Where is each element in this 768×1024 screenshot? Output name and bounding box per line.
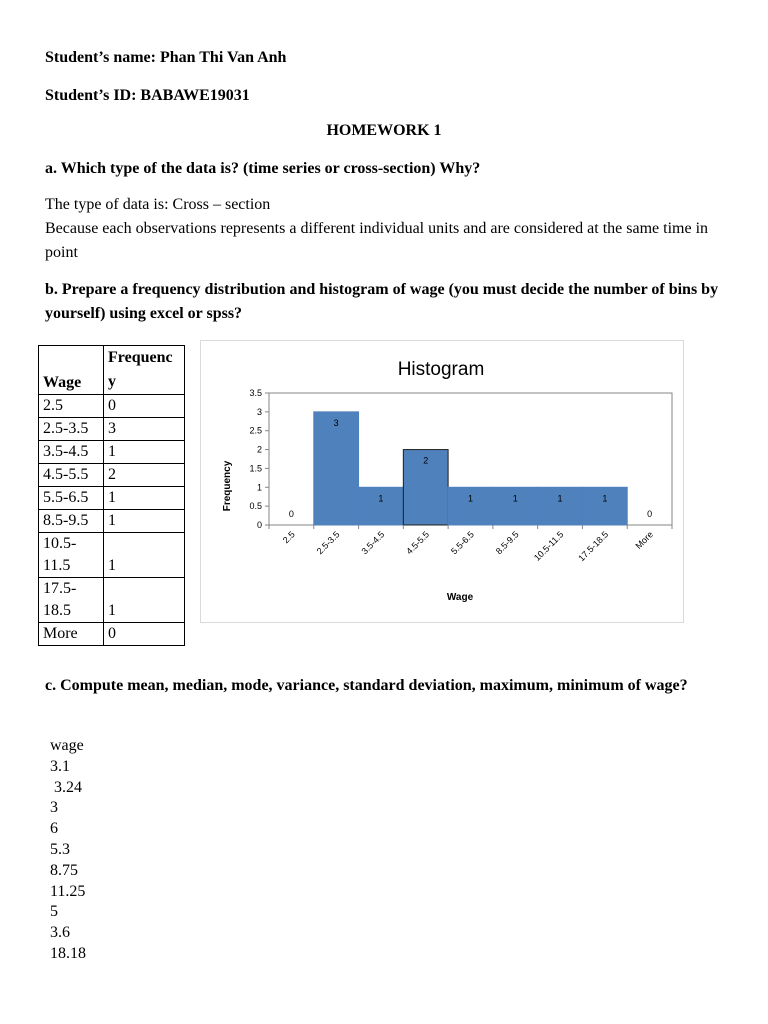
question-a-answer-line1: The type of data is: Cross – section [45, 196, 271, 213]
count-cell: 1 [104, 578, 185, 623]
question-b-prompt: b. Prepare a frequency distribution and histogram of wage (you must decide the number of bins by yourself) using excel or spss? [45, 281, 719, 322]
list-item: 3 [50, 799, 58, 817]
table-header-row [39, 346, 185, 395]
bin-cell: 2.5 [39, 395, 104, 418]
y-tick-label: 3.5 [249, 388, 262, 398]
histogram-bar [314, 412, 359, 525]
list-item: 11.25 [50, 882, 86, 900]
table-row [39, 418, 185, 441]
table-row [39, 441, 185, 464]
question-a-prompt: a. Which type of the data is? (time series or cross-section) Why? [45, 160, 481, 177]
list-item: 3.6 [50, 924, 70, 942]
y-tick-label: 0.5 [249, 501, 262, 512]
table-row [39, 623, 185, 646]
data-label: 1 [378, 493, 384, 504]
data-label: 0 [288, 509, 294, 519]
table-row [39, 510, 185, 533]
count-cell: 0 [104, 623, 185, 646]
page-title: HOMEWORK 1 [326, 122, 442, 139]
y-tick-label: 0 [256, 520, 262, 530]
student-id: Student’s ID: BABAWE19031 [45, 87, 250, 104]
x-tick-label: 10.5-11.5 [531, 529, 566, 563]
data-label: 1 [512, 493, 518, 504]
data-label: 1 [557, 493, 563, 504]
list-item: 5.3 [50, 840, 70, 858]
count-cell: 1 [104, 487, 185, 510]
bin-cell: 10.5-11.5 [39, 533, 104, 578]
header-wage: Wage [39, 346, 104, 395]
bin-cell: More [39, 623, 104, 646]
y-tick-label: 1.5 [249, 463, 262, 474]
bin-cell: 3.5-4.5 [39, 441, 104, 464]
table-row [39, 578, 185, 623]
count-cell: 1 [104, 510, 185, 533]
bin-cell: 17.5-18.5 [39, 578, 104, 623]
bin-cell: 2.5-3.5 [39, 418, 104, 441]
list-item: 6 [50, 820, 58, 838]
question-c-prompt: c. Compute mean, median, mode, variance, standard deviation, maximum, minimum of wage? [45, 677, 688, 694]
list-item: 8.75 [50, 861, 78, 879]
x-tick-label: 5.5-6.5 [449, 529, 476, 557]
y-tick-label: 3 [256, 406, 262, 417]
table-row [39, 487, 185, 510]
wage-list [50, 736, 86, 965]
question-a-answer-line2: Because each observations represents a different individual units and are considered at the same time in point [45, 220, 709, 261]
data-label: 2 [423, 455, 429, 466]
data-label: 3 [333, 417, 339, 428]
x-tick-label: 3.5-4.5 [359, 529, 387, 557]
table-row [39, 395, 185, 418]
list-item: 3.24 [50, 778, 82, 796]
x-tick-label: More [633, 529, 656, 551]
chart-title: Histogram [397, 359, 485, 380]
table-row [39, 464, 185, 487]
x-tick-label: 8.5-9.5 [493, 529, 521, 557]
x-tick-label: 17.5-18.5 [576, 529, 611, 564]
header-frequency: Frequency [104, 346, 185, 395]
histogram-svg [201, 341, 683, 622]
bin-cell: 8.5-9.5 [39, 510, 104, 533]
y-tick-label: 1 [256, 482, 262, 493]
x-tick-label: 2.5-3.5 [314, 529, 342, 557]
count-cell: 2 [104, 464, 185, 487]
histogram-chart [200, 340, 684, 623]
table-row [39, 533, 185, 578]
x-tick-label: 2.5 [280, 529, 297, 546]
bin-cell: 4.5-5.5 [39, 464, 104, 487]
count-cell: 3 [104, 418, 185, 441]
wage-list-header: wage [50, 737, 84, 754]
x-axis-label: Wage [446, 592, 474, 603]
data-label: 0 [647, 509, 653, 519]
y-tick-label: 2 [256, 444, 262, 455]
count-cell: 1 [104, 441, 185, 464]
list-item: 3.1 [50, 757, 70, 775]
count-cell: 1 [104, 533, 185, 578]
data-label: 1 [602, 493, 608, 504]
data-label: 1 [467, 493, 474, 504]
y-tick-label: 2.5 [249, 425, 262, 436]
student-name: Student’s name: Phan Thi Van Anh [45, 49, 287, 66]
list-item: 5 [50, 903, 58, 921]
y-axis-label: Frequency [222, 460, 233, 512]
bin-cell: 5.5-6.5 [39, 487, 104, 510]
count-cell: 0 [104, 395, 185, 418]
list-item: 18.18 [50, 944, 86, 962]
x-tick-label: 4.5-5.5 [404, 529, 432, 557]
frequency-table [38, 345, 185, 646]
